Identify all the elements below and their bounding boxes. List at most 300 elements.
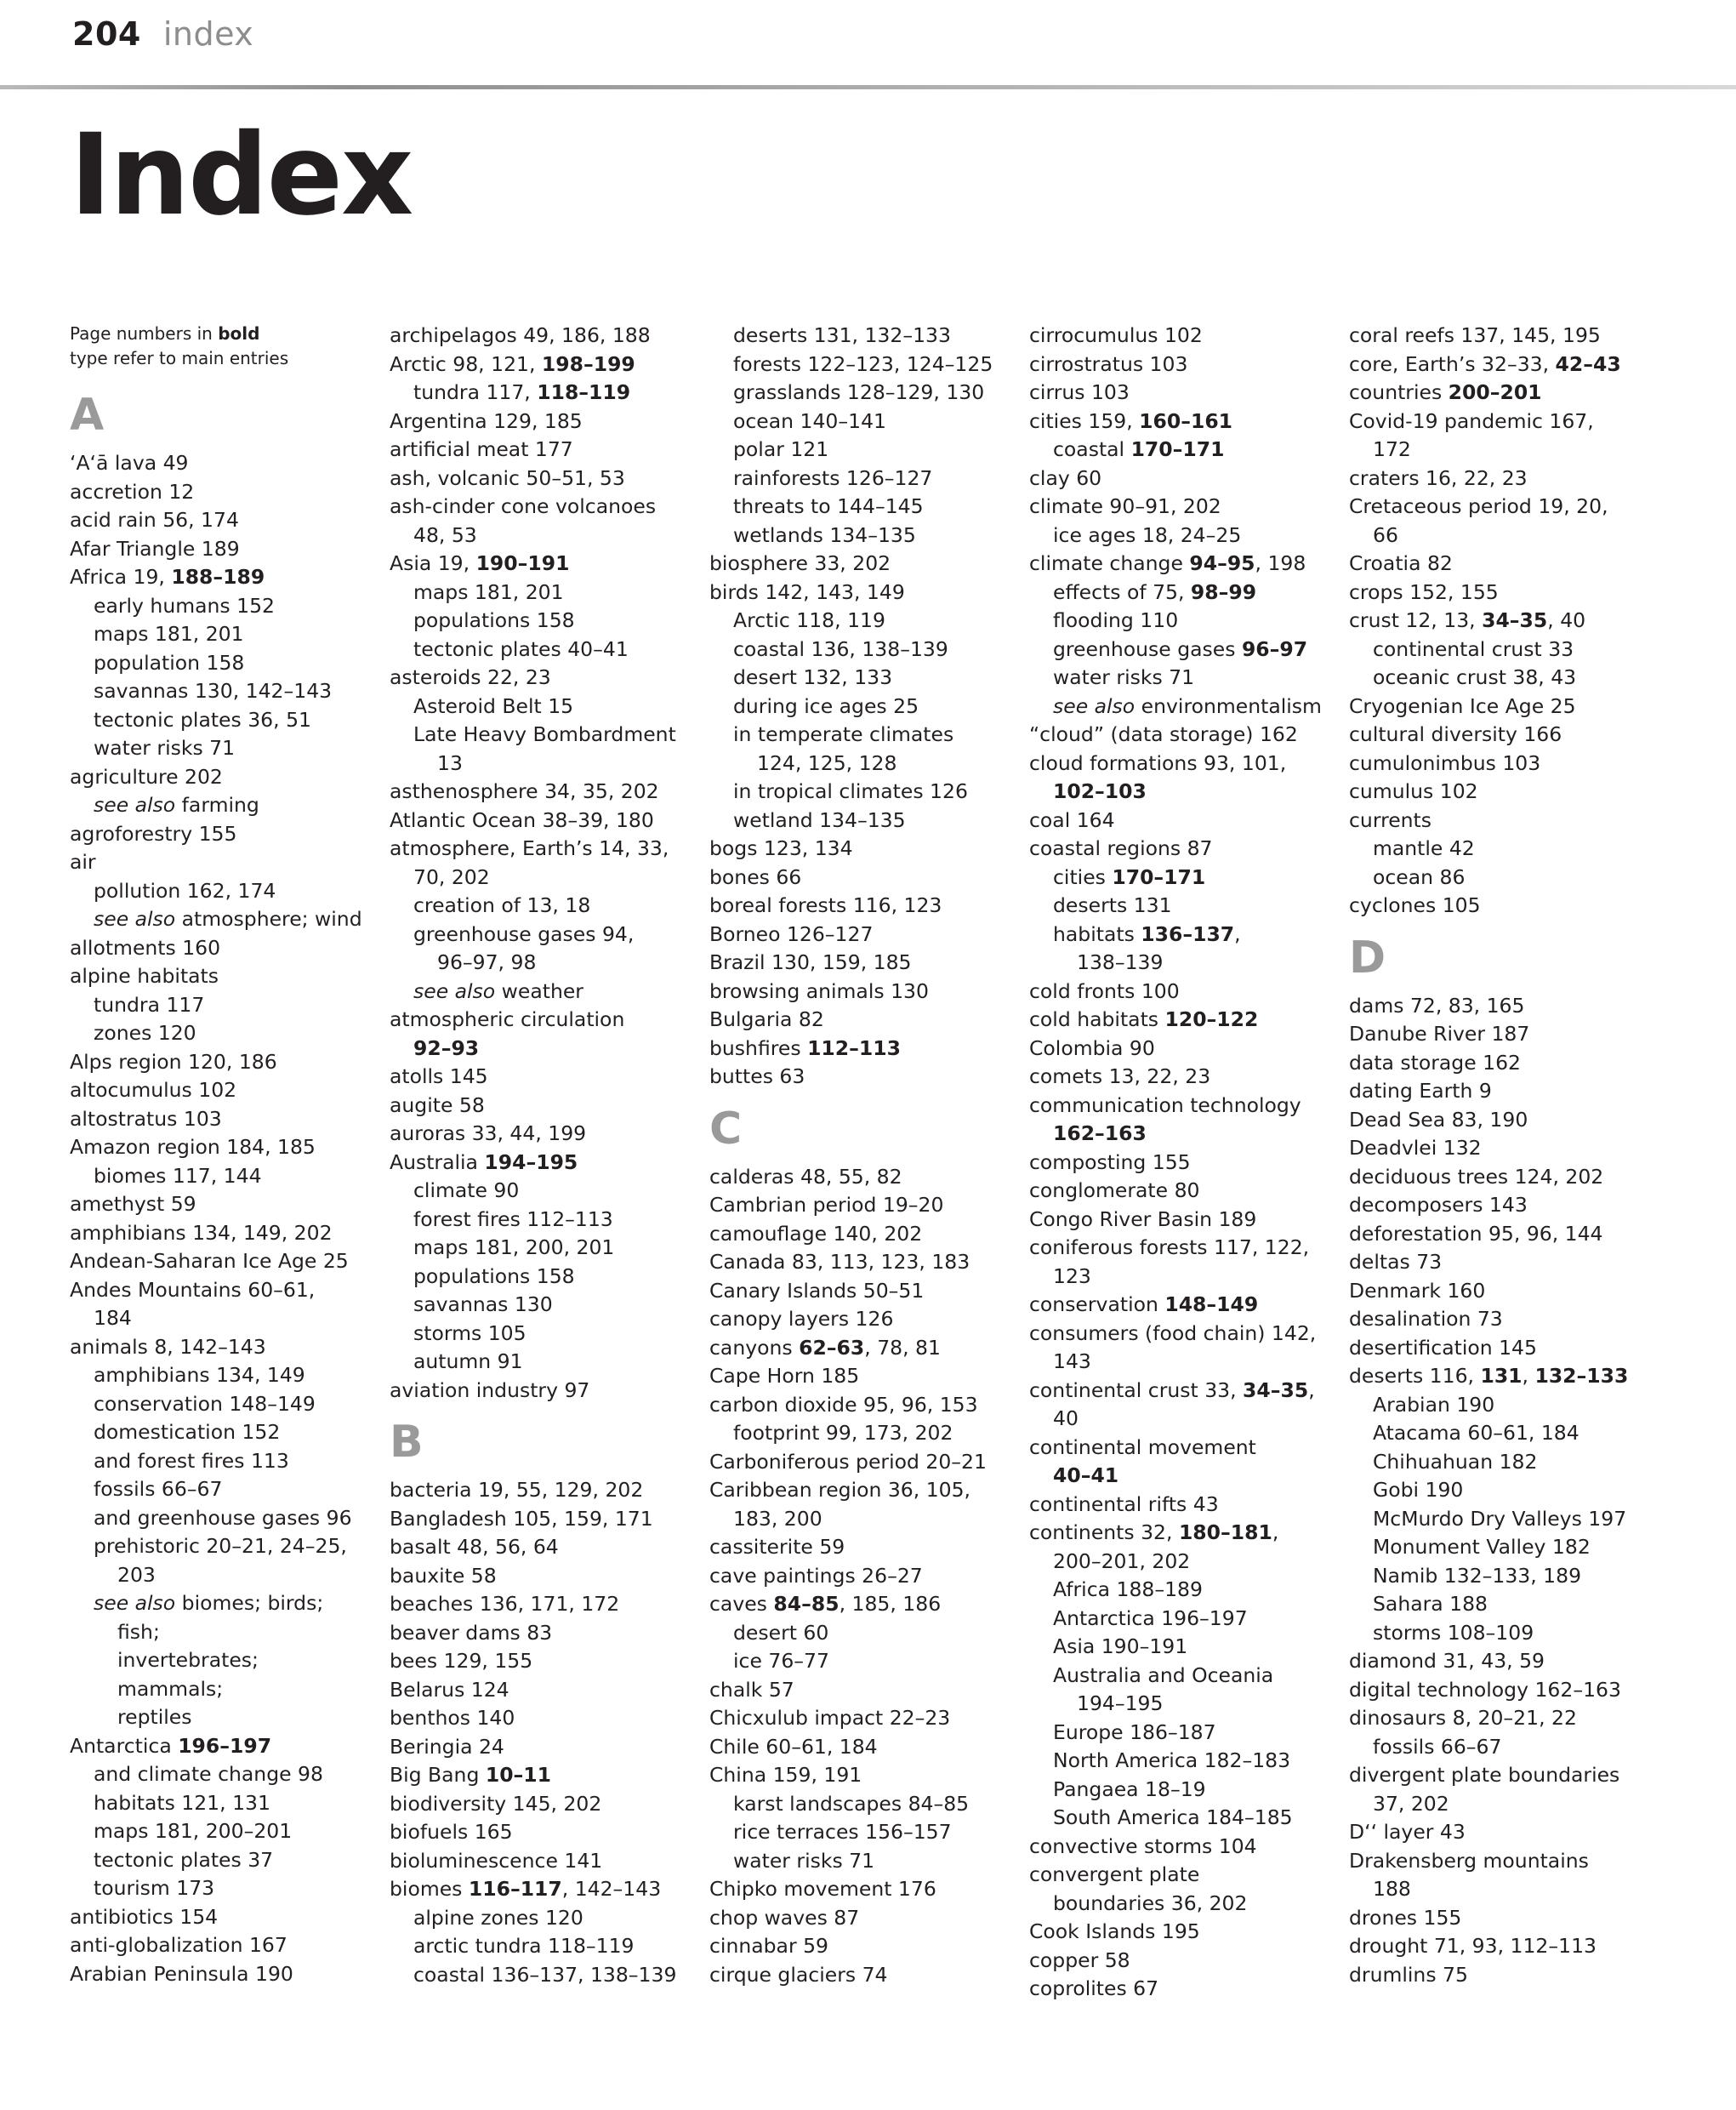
index-entry: ocean 86	[1373, 864, 1466, 889]
index-entry: Asteroid Belt 15	[413, 693, 574, 718]
index-entry: digital technology 162–163	[1349, 1677, 1621, 1702]
index-entry: cirrus 103	[1029, 380, 1130, 404]
index-entry: diamond 31, 43, 59	[1349, 1649, 1545, 1673]
index-entry: aviation industry 97	[390, 1377, 590, 1402]
index-entry: in tropical climates 126	[733, 779, 968, 803]
index-entry: Cook Islands 195	[1029, 1919, 1200, 1943]
index-entry: climate change 94–95, 198	[1029, 551, 1306, 575]
index-entry: Antarctica 196–197	[1053, 1605, 1248, 1630]
index-entry: continental rifts 43	[1029, 1491, 1219, 1516]
index-entry: bauxite 58	[390, 1563, 497, 1588]
index-entry: bacteria 19, 55, 129, 202	[390, 1478, 644, 1502]
index-entry: currents	[1349, 807, 1432, 832]
index-letter-heading: A	[70, 390, 105, 441]
letter-blocks-1	[70, 390, 366, 1988]
index-entry: conglomerate 80	[1029, 1178, 1200, 1202]
index-entry: pollution 162, 174	[94, 878, 276, 903]
index-entry: deserts 116, 131, 132–133	[1349, 1364, 1629, 1388]
index-letter-heading: B	[390, 1417, 424, 1468]
index-entry: mammals;	[117, 1676, 224, 1701]
index-entry: water risks 71	[733, 1848, 875, 1873]
index-entry: anti-globalization 167	[70, 1933, 287, 1957]
index-entry: Andean-Saharan Ice Age 25	[70, 1249, 349, 1273]
index-entry: atmospheric circulation	[390, 1007, 625, 1031]
index-entry: asthenosphere 34, 35, 202	[390, 779, 659, 803]
index-entry: 143	[1053, 1349, 1091, 1373]
index-entry: cloud formations 93, 101,	[1029, 750, 1287, 775]
index-entry: D‘‘ layer 43	[1349, 1820, 1466, 1844]
header-divider	[0, 85, 1736, 89]
index-entry: greenhouse gases 94,	[413, 921, 635, 946]
letter-blocks-5	[1349, 322, 1645, 1989]
index-entry: canopy layers 126	[709, 1307, 894, 1331]
index-entry: comets 13, 22, 23	[1029, 1064, 1211, 1088]
index-entry: domestication 152	[94, 1420, 281, 1444]
index-entry: archipelagos 49, 186, 188	[390, 323, 651, 347]
index-entry: ice ages 18, 24–25	[1053, 522, 1242, 547]
index-entry: crust 12, 13, 34–35, 40	[1349, 608, 1586, 632]
index-entry: Asia 190–191	[1053, 1634, 1188, 1658]
index-entry: and climate change 98	[94, 1762, 323, 1786]
index-entry: beaches 136, 171, 172	[390, 1592, 620, 1616]
index-entry: Amazon region 184, 185	[70, 1135, 316, 1159]
running-head-label: index	[162, 15, 254, 53]
letter-blocks-3	[709, 322, 1005, 1989]
index-entry: habitats 121, 131	[94, 1790, 270, 1815]
index-entry: clay 60	[1029, 465, 1102, 490]
index-entry: dinosaurs 8, 20–21, 22	[1349, 1706, 1577, 1730]
index-entry: rainforests 126–127	[733, 465, 933, 490]
index-entry: convective storms 104	[1029, 1833, 1257, 1858]
index-entry: continental crust 33, 34–35,	[1029, 1377, 1315, 1402]
index-entry: continental movement	[1029, 1434, 1256, 1459]
index-entry: Asia 19, 190–191	[390, 551, 570, 575]
index-entry: greenhouse gases 96–97	[1053, 636, 1308, 661]
index-entry: fossils 66–67	[1373, 1734, 1502, 1759]
index-entry: drumlins 75	[1349, 1962, 1468, 1987]
index-entry: conservation 148–149	[1029, 1292, 1259, 1316]
index-entry: during ice ages 25	[733, 693, 919, 718]
index-entry: McMurdo Dry Valleys 197	[1373, 1506, 1627, 1531]
index-entry: core, Earth’s 32–33, 42–43	[1349, 351, 1621, 376]
index-entry: cirque glaciers 74	[709, 1962, 888, 1987]
index-entry: allotments 160	[70, 935, 221, 960]
index-entry: copper 58	[1029, 1947, 1130, 1972]
index-entry: 48, 53	[413, 522, 477, 547]
index-column-2	[390, 322, 709, 2004]
index-entry: coprolites 67	[1029, 1976, 1159, 2000]
index-entry: craters 16, 22, 23	[1349, 465, 1528, 490]
index-entry: carbon dioxide 95, 96, 153	[709, 1392, 978, 1417]
index-entry: Cambrian period 19–20	[709, 1193, 944, 1217]
index-entry: bees 129, 155	[390, 1649, 533, 1673]
index-entry: Australia 194–195	[390, 1149, 578, 1174]
index-entry: 13	[437, 750, 463, 775]
index-entry: conservation 148–149	[94, 1391, 316, 1416]
index-entry: Pangaea 18–19	[1053, 1776, 1206, 1801]
index-entry: ‘A‘ā lava 49	[70, 451, 189, 475]
index-entry: camouflage 140, 202	[709, 1221, 923, 1246]
index-entry: augite 58	[390, 1092, 485, 1117]
index-note-line1-bold: bold	[218, 323, 260, 344]
index-entry: Gobi 190	[1373, 1478, 1464, 1502]
index-entry: acid rain 56, 174	[70, 508, 239, 532]
index-entry: deforestation 95, 96, 144	[1349, 1221, 1603, 1246]
index-entry: Afar Triangle 189	[70, 536, 240, 561]
index-entry: accretion 12	[70, 479, 195, 504]
index-entry: Canada 83, 113, 123, 183	[709, 1250, 970, 1274]
index-entry: 40	[1053, 1406, 1079, 1430]
index-entry: 92–93	[413, 1035, 480, 1060]
index-entry: crops 152, 155	[1349, 579, 1499, 604]
index-entry: tectonic plates 36, 51	[94, 707, 311, 732]
index-entry: Alps region 120, 186	[70, 1049, 277, 1074]
index-entry: chalk 57	[709, 1677, 794, 1702]
index-entry: “cloud” (data storage) 162	[1029, 722, 1298, 746]
index-entry: Cretaceous period 19, 20,	[1349, 494, 1608, 518]
index-entry: convergent plate	[1029, 1862, 1200, 1886]
index-entry: agriculture 202	[70, 764, 223, 789]
index-entry: amphibians 134, 149	[94, 1363, 305, 1387]
index-entry: beaver dams 83	[390, 1620, 553, 1645]
index-entry: tectonic plates 37	[94, 1847, 274, 1872]
index-entry: population 158	[94, 650, 245, 675]
index-entry: forests 122–123, 124–125	[733, 351, 993, 376]
index-entry: Deadvlei 132	[1349, 1136, 1482, 1160]
index-entry: Late Heavy Bombardment	[413, 722, 676, 746]
index-entry: Chicxulub impact 22–23	[709, 1706, 951, 1730]
index-entry: 37, 202	[1373, 1791, 1449, 1816]
index-entry: effects of 75, 98–99	[1053, 579, 1257, 604]
index-entry: caves 84–85, 185, 186	[709, 1592, 942, 1616]
index-entry: tectonic plates 40–41	[413, 636, 629, 661]
index-note	[70, 322, 366, 371]
index-entry: tundra 117, 118–119	[413, 380, 631, 404]
index-entry: Chile 60–61, 184	[709, 1734, 878, 1759]
index-entry: coastal regions 87	[1029, 836, 1213, 860]
index-entry: populations 158	[413, 1263, 575, 1288]
index-entry: countries 200–201	[1349, 380, 1542, 404]
index-entry: Africa 188–189	[1053, 1577, 1203, 1601]
index-entry: South America 184–185	[1053, 1805, 1293, 1829]
index-entry: divergent plate boundaries	[1349, 1763, 1620, 1787]
index-entry: Carboniferous period 20–21	[709, 1449, 987, 1474]
index-entry: climate 90–91, 202	[1029, 494, 1221, 518]
index-entry: Croatia 82	[1349, 551, 1453, 575]
index-entry: continents 32, 180–181,	[1029, 1520, 1279, 1544]
index-entry: fish;	[117, 1619, 160, 1644]
index-entry: wetlands 134–135	[733, 522, 916, 547]
index-entry: Chihuahuan 182	[1373, 1449, 1538, 1474]
index-entry: Namib 132–133, 189	[1373, 1563, 1582, 1588]
index-entry: 200–201, 202	[1053, 1548, 1191, 1573]
index-entry: bones 66	[709, 864, 802, 889]
index-letter-heading: D	[1349, 932, 1386, 984]
index-entry: prehistoric 20–21, 24–25,	[94, 1534, 347, 1558]
index-entry: cyclones 105	[1349, 893, 1481, 917]
index-entry: coral reefs 137, 145, 195	[1349, 323, 1601, 347]
index-entry: see also biomes; birds;	[94, 1591, 324, 1615]
index-entry: antibiotics 154	[70, 1904, 219, 1929]
index-entry: rice terraces 156–157	[733, 1820, 952, 1844]
index-entry: drones 155	[1349, 1905, 1462, 1930]
index-entry: storms 108–109	[1373, 1620, 1534, 1645]
index-entry: auroras 33, 44, 199	[390, 1121, 587, 1145]
index-entry: see also environmentalism	[1053, 693, 1322, 718]
index-entry: 124, 125, 128	[757, 750, 897, 775]
index-entry: atolls 145	[390, 1064, 488, 1088]
index-entry: boundaries 36, 202	[1053, 1890, 1248, 1915]
index-entry: biomes 117, 144	[94, 1163, 262, 1188]
index-entry: Andes Mountains 60–61,	[70, 1277, 316, 1302]
index-entry: Arctic 118, 119	[733, 608, 885, 632]
index-entry: 40–41	[1053, 1463, 1119, 1487]
index-column-1	[70, 322, 390, 2004]
index-entry: cinnabar 59	[709, 1934, 828, 1958]
index-entry: wetland 134–135	[733, 807, 906, 832]
index-entry: coastal 170–171	[1053, 437, 1225, 461]
index-entry: cities 170–171	[1053, 864, 1206, 889]
index-entry: chop waves 87	[709, 1905, 860, 1930]
index-letter-heading: C	[709, 1103, 743, 1155]
index-entry: bushfires 112–113	[709, 1035, 901, 1060]
index-entry: Antarctica 196–197	[70, 1733, 272, 1758]
index-entry: desertification 145	[1349, 1335, 1537, 1360]
index-entry: Big Bang 10–11	[390, 1763, 551, 1787]
index-entry: 172	[1373, 437, 1411, 461]
index-entry: and greenhouse gases 96	[94, 1505, 352, 1530]
index-entry: dating Earth 9	[1349, 1079, 1492, 1103]
index-entry: Monument Valley 182	[1373, 1535, 1591, 1559]
index-entry: Caribbean region 36, 105,	[709, 1478, 971, 1502]
index-entry: biomes 116–117, 142–143	[390, 1877, 662, 1901]
index-column-4	[1029, 322, 1349, 2004]
index-entry: biosphere 33, 202	[709, 551, 891, 575]
index-entry: birds 142, 143, 149	[709, 579, 905, 604]
index-entry: deserts 131	[1053, 893, 1172, 917]
index-entry: amphibians 134, 149, 202	[70, 1220, 333, 1245]
index-entry: North America 182–183	[1053, 1748, 1291, 1772]
index-entry: 162–163	[1053, 1121, 1147, 1145]
index-entry: maps 181, 200–201	[94, 1819, 293, 1843]
index-entry: bioluminescence 141	[390, 1848, 603, 1873]
index-entry: asteroids 22, 23	[390, 665, 551, 689]
index-entry: storms 105	[413, 1320, 526, 1345]
index-entry: altostratus 103	[70, 1106, 222, 1131]
index-entry: see also weather	[413, 978, 583, 1003]
index-entry: Australia and Oceania	[1053, 1662, 1274, 1687]
index-entry: dams 72, 83, 165	[1349, 993, 1525, 1018]
index-entry: biofuels 165	[390, 1820, 513, 1844]
index-entry: bogs 123, 134	[709, 836, 853, 860]
index-entry: alpine habitats	[70, 964, 219, 988]
index-entry: forest fires 112–113	[413, 1206, 613, 1231]
index-entry: coastal 136, 138–139	[733, 636, 948, 661]
index-entry: Drakensberg mountains	[1349, 1848, 1589, 1873]
index-entry: 66	[1373, 522, 1398, 547]
index-entry: calderas 48, 55, 82	[709, 1164, 902, 1189]
index-entry: air	[70, 850, 96, 874]
index-entry: populations 158	[413, 608, 575, 632]
index-entry: water risks 71	[1053, 665, 1195, 689]
index-entry: tourism 173	[94, 1876, 215, 1900]
index-entry: autumn 91	[413, 1349, 523, 1373]
index-entry: ash-cinder cone volcanoes	[390, 494, 657, 518]
index-columns	[70, 322, 1669, 2004]
index-entry: canyons 62–63, 78, 81	[709, 1335, 941, 1360]
running-head	[72, 15, 253, 53]
letter-blocks-2	[390, 322, 686, 1989]
index-entry: Beringia 24	[390, 1734, 504, 1759]
index-entry: Dead Sea 83, 190	[1349, 1107, 1528, 1132]
index-entry: decomposers 143	[1349, 1193, 1528, 1217]
index-entry: maps 181, 201	[413, 579, 564, 604]
index-entry: oceanic crust 38, 43	[1373, 665, 1577, 689]
index-entry: Danube River 187	[1349, 1022, 1530, 1046]
index-entry: savannas 130	[413, 1292, 553, 1316]
index-entry: deserts 131, 132–133	[733, 323, 951, 347]
index-entry: 188	[1373, 1877, 1411, 1901]
index-entry: habitats 136–137,	[1053, 921, 1241, 946]
index-entry: see also atmosphere; wind	[94, 907, 362, 931]
index-entry: maps 181, 201	[94, 622, 244, 646]
index-entry: desalination 73	[1349, 1307, 1503, 1331]
index-entry: Europe 186–187	[1053, 1719, 1216, 1744]
index-entry: deciduous trees 124, 202	[1349, 1164, 1604, 1189]
index-entry: Bangladesh 105, 159, 171	[390, 1506, 653, 1531]
index-entry: consumers (food chain) 142,	[1029, 1320, 1317, 1345]
index-entry: Congo River Basin 189	[1029, 1206, 1257, 1231]
index-entry: ocean 140–141	[733, 408, 886, 433]
index-entry: agroforestry 155	[70, 821, 237, 846]
index-entry: altocumulus 102	[70, 1078, 237, 1102]
index-entry: biodiversity 145, 202	[390, 1791, 602, 1816]
index-entry: desert 60	[733, 1620, 829, 1645]
index-entry: 70, 202	[413, 864, 490, 889]
index-entry: desert 132, 133	[733, 665, 893, 689]
index-entry: Cryogenian Ice Age 25	[1349, 693, 1576, 718]
index-entry: 183, 200	[733, 1506, 822, 1531]
index-entry: 184	[94, 1306, 132, 1330]
index-entry: data storage 162	[1349, 1050, 1521, 1075]
index-entry: Chipko movement 176	[709, 1877, 936, 1901]
index-entry: early humans 152	[94, 593, 275, 618]
index-entry: karst landscapes 84–85	[733, 1791, 970, 1816]
index-entry: see also farming	[94, 793, 259, 817]
index-entry: mantle 42	[1373, 836, 1475, 860]
index-entry: zones 120	[94, 1021, 196, 1045]
index-entry: coniferous forests 117, 122,	[1029, 1235, 1310, 1259]
index-entry: Atlantic Ocean 38–39, 180	[390, 807, 654, 832]
index-entry: composting 155	[1029, 1149, 1191, 1174]
index-entry: 96–97, 98	[437, 950, 537, 974]
index-entry: flooding 110	[1053, 608, 1179, 632]
index-entry: and forest fires 113	[94, 1448, 289, 1473]
index-entry: polar 121	[733, 437, 829, 461]
index-entry: basalt 48, 56, 64	[390, 1535, 559, 1559]
index-entry: Bulgaria 82	[709, 1007, 824, 1031]
index-entry: alpine zones 120	[413, 1905, 583, 1930]
index-entry: 102–103	[1053, 779, 1147, 803]
letter-blocks-4	[1029, 322, 1325, 2004]
index-entry: climate 90	[413, 1178, 520, 1202]
index-entry: artificial meat 177	[390, 437, 573, 461]
index-entry: tundra 117	[94, 992, 205, 1017]
index-entry: cirrocumulus 102	[1029, 323, 1203, 347]
page-title: Index	[70, 110, 413, 241]
index-entry: footprint 99, 173, 202	[733, 1421, 953, 1445]
index-entry: cumulus 102	[1349, 779, 1478, 803]
index-column-5	[1349, 322, 1669, 2004]
index-entry: in temperate climates	[733, 722, 954, 746]
index-entry: Canary Islands 50–51	[709, 1278, 925, 1303]
index-entry: Atacama 60–61, 184	[1373, 1421, 1579, 1445]
index-entry: grasslands 128–129, 130	[733, 380, 985, 404]
index-entry: ice 76–77	[733, 1649, 829, 1673]
index-entry: amethyst 59	[70, 1192, 196, 1216]
index-entry: water risks 71	[94, 736, 236, 760]
index-entry: deltas 73	[1349, 1250, 1443, 1274]
index-entry: Argentina 129, 185	[390, 408, 583, 433]
index-column-3	[709, 322, 1029, 2004]
index-entry: Brazil 130, 159, 185	[709, 950, 912, 974]
index-entry: arctic tundra 118–119	[413, 1934, 635, 1958]
index-entry: cave paintings 26–27	[709, 1563, 923, 1588]
index-entry: Sahara 188	[1373, 1592, 1488, 1616]
index-entry: cold habitats 120–122	[1029, 1007, 1259, 1031]
index-entry: invertebrates;	[117, 1648, 259, 1672]
index-note-line2: type refer to main entries	[70, 348, 289, 368]
index-entry: cumulonimbus 103	[1349, 750, 1541, 775]
index-entry: coastal 136–137, 138–139	[413, 1962, 677, 1987]
index-entry: Arabian Peninsula 190	[70, 1961, 293, 1986]
index-entry: threats to 144–145	[733, 494, 924, 518]
index-entry: Arabian 190	[1373, 1392, 1495, 1417]
index-entry: Borneo 126–127	[709, 921, 874, 946]
index-entry: 203	[117, 1562, 156, 1587]
index-entry: 194–195	[1077, 1691, 1164, 1715]
index-entry: cold fronts 100	[1029, 978, 1180, 1003]
index-entry: browsing animals 130	[709, 978, 929, 1003]
index-entry: cultural diversity 166	[1349, 722, 1562, 746]
index-entry: savannas 130, 142–143	[94, 679, 333, 703]
index-entry: cities 159, 160–161	[1029, 408, 1233, 433]
index-entry: Cape Horn 185	[709, 1364, 860, 1388]
index-entry: creation of 13, 18	[413, 893, 591, 917]
index-entry: coal 164	[1029, 807, 1115, 832]
index-entry: drought 71, 93, 112–113	[1349, 1934, 1597, 1958]
index-entry: 138–139	[1077, 950, 1164, 974]
index-entry: atmosphere, Earth’s 14, 33,	[390, 836, 669, 860]
index-entry: benthos 140	[390, 1706, 515, 1730]
index-entry: Arctic 98, 121, 198–199	[390, 351, 635, 376]
index-entry: Africa 19, 188–189	[70, 565, 265, 589]
index-entry: Belarus 124	[390, 1677, 509, 1702]
index-entry: ash, volcanic 50–51, 53	[390, 465, 625, 490]
index-entry: Denmark 160	[1349, 1278, 1486, 1303]
index-entry: maps 181, 200, 201	[413, 1235, 615, 1259]
index-entry: boreal forests 116, 123	[709, 893, 942, 917]
index-entry: 123	[1053, 1263, 1091, 1288]
index-entry: Colombia 90	[1029, 1035, 1155, 1060]
index-entry: buttes 63	[709, 1064, 805, 1088]
index-entry: cassiterite 59	[709, 1535, 845, 1559]
index-entry: continental crust 33	[1373, 636, 1574, 661]
index-entry: cirrostratus 103	[1029, 351, 1188, 376]
index-entry: animals 8, 142–143	[70, 1334, 266, 1359]
index-entry: Covid-19 pandemic 167,	[1349, 408, 1594, 433]
page-number: 204	[72, 15, 141, 53]
